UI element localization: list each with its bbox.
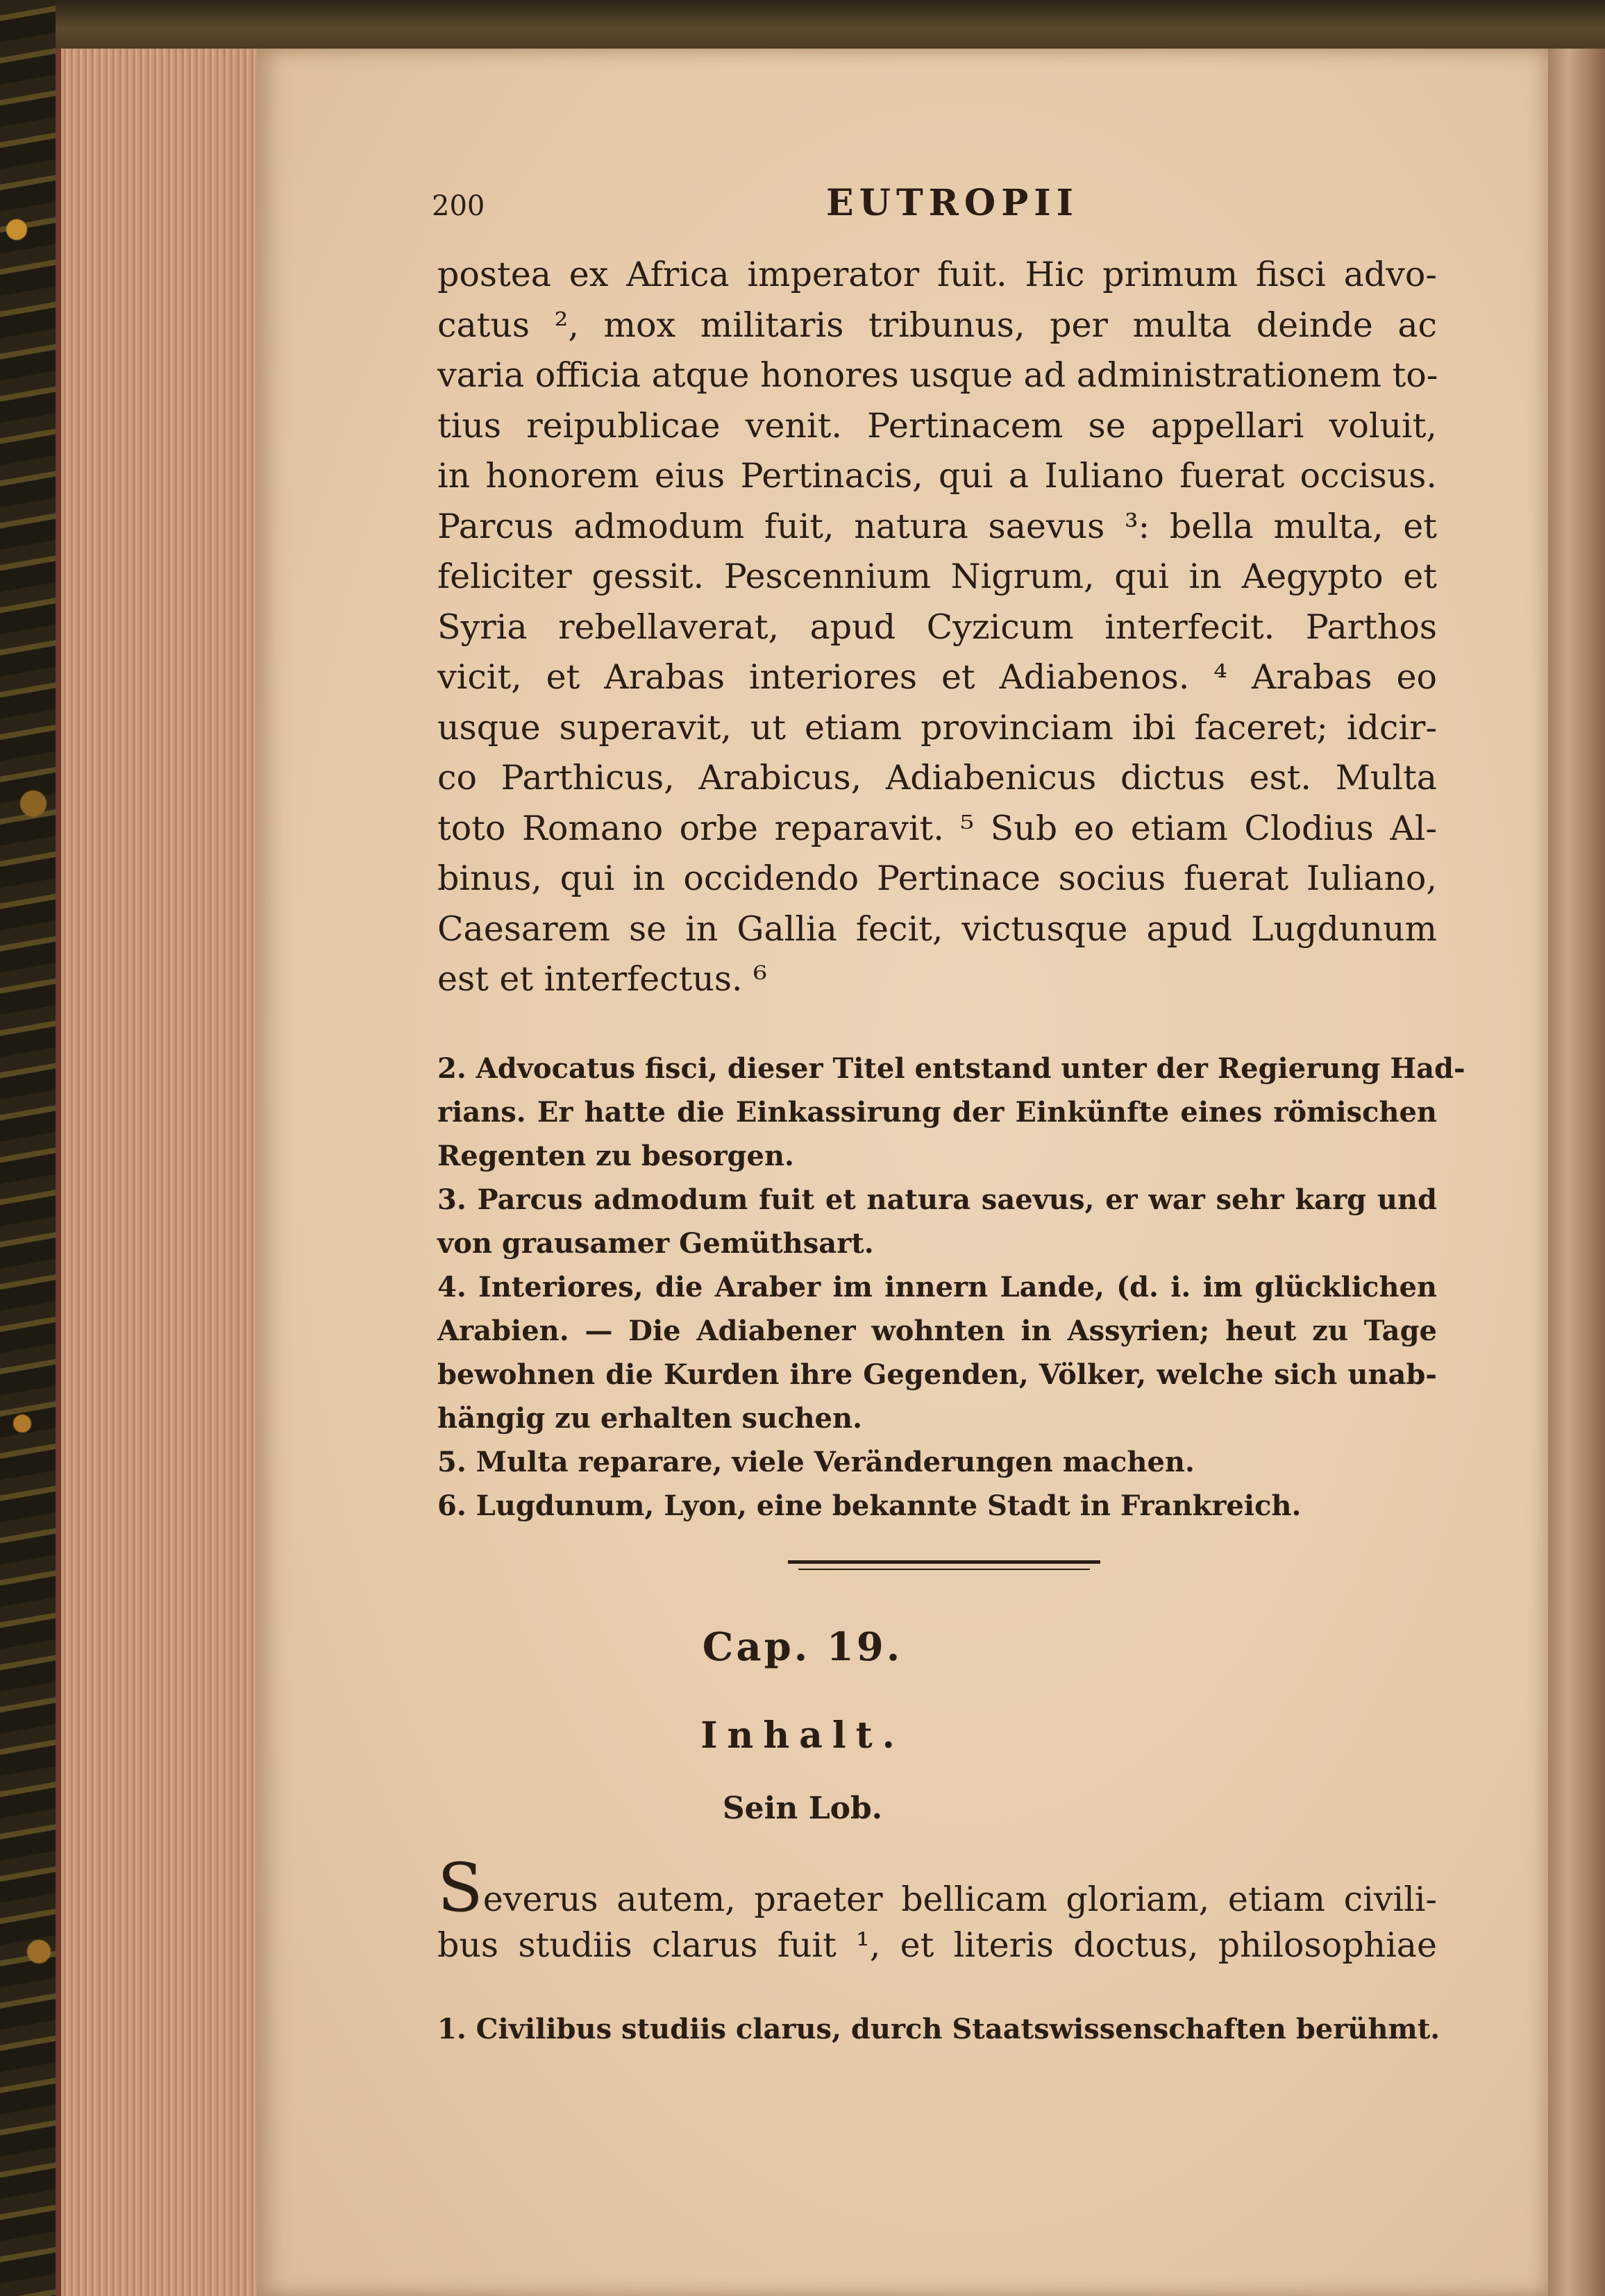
footnote-line: 2. Advocatus fisci, dieser Titel entstand unter der Regierung Had- bbox=[437, 1052, 1465, 1085]
text-line: feliciter gessit. Pescennium Nigrum, qui in Aegypto et bbox=[437, 557, 1437, 596]
text-line: Caesarem se in Gallia fecit, victusque apud Lugdunum bbox=[437, 909, 1437, 949]
text-line: binus, qui in occidendo Pertinace socius fuerat Iuliano, bbox=[437, 859, 1437, 898]
bottom-footnote: 1. Civilibus studiis clarus, durch Staatswissenschaften berühmt. bbox=[437, 2013, 1440, 2045]
main-latin-text bbox=[437, 250, 1437, 1005]
footnote-line: von grausamer Gemüthsart. bbox=[437, 1227, 874, 1260]
marbled-cover-edge bbox=[0, 0, 56, 2296]
text-line: vicit, et Arabas interiores et Adiabenos. ⁴ Arabas eo bbox=[437, 657, 1437, 697]
footnote-line: 3. Parcus admodum fuit et natura saevus, er war sehr karg und bbox=[437, 1183, 1437, 1216]
footnotes bbox=[437, 1047, 1465, 1528]
footnote-line: bewohnen die Kurden ihre Gegenden, Völker, welche sich unab- bbox=[437, 1358, 1437, 1391]
footnote-line: hängig zu erhalten suchen. bbox=[437, 1402, 863, 1435]
text-line: catus ², mox militaris tribunus, per multa deinde ac bbox=[437, 305, 1437, 345]
running-head: EUTROPII bbox=[826, 182, 1079, 224]
text-line: Syria rebellaverat, apud Cyzicum interfecit. Parthos bbox=[437, 607, 1437, 647]
chapter-first-line bbox=[437, 1849, 1437, 1927]
text-line: in honorem eius Pertinacis, qui a Iuliano fuerat occisus. bbox=[437, 456, 1437, 496]
text-line: toto Romano orbe reparavit. ⁵ Sub eo etiam Clodius Al- bbox=[437, 808, 1437, 848]
chapter-text bbox=[437, 1849, 1437, 1971]
section-divider bbox=[788, 1560, 1100, 1564]
text-line: postea ex Africa imperator fuit. Hic primum fisci advo- bbox=[437, 255, 1437, 294]
footnote-line: 4. Interiores, die Araber im innern Lande, (d. i. im glücklichen bbox=[437, 1271, 1437, 1303]
text-line: tius reipublicae venit. Pertinacem se appellari voluit, bbox=[437, 405, 1437, 446]
text-line: co Parthicus, Arabicus, Adiabenicus dictus est. Multa bbox=[437, 758, 1437, 797]
chapter-inhalt-heading: Inhalt. bbox=[700, 1714, 905, 1757]
footnote-line: Arabien. — Die Adiabener wohnten in Assyrien; heut zu Tage bbox=[437, 1315, 1437, 1347]
text-line: Parcus admodum fuit, natura saevus ³: bella multa, et bbox=[437, 506, 1437, 546]
page-edges bbox=[56, 49, 283, 2296]
footnote-line: 6. Lugdunum, Lyon, eine bekannte Stadt in Frankreich. bbox=[437, 1489, 1302, 1522]
text-line: usque superavit, ut etiam provinciam ibi faceret; idcir- bbox=[437, 707, 1437, 748]
chapter-title: Cap. 19. bbox=[702, 1624, 903, 1670]
page-number: 200 bbox=[432, 190, 485, 222]
footnote-line: rians. Er hatte die Einkassirung der Einkünfte eines römischen bbox=[437, 1096, 1437, 1129]
drop-cap: S bbox=[437, 1849, 483, 1927]
chapter-summary: Sein Lob. bbox=[722, 1791, 883, 1826]
section-divider-thin bbox=[798, 1569, 1090, 1570]
chapter-second-line: bus studiis clarus fuit ¹, et literis doctus, philosophiae bbox=[437, 1925, 1437, 1965]
first-line-text: everus autem, praeter bellicam gloriam, etiam civili- bbox=[482, 1880, 1437, 1919]
footnote-line: 5. Multa reparare, viele Veränderungen machen. bbox=[437, 1446, 1195, 1478]
book-spine-band bbox=[0, 0, 1605, 49]
text-line: est et interfectus. ⁶ bbox=[437, 959, 767, 999]
facing-page-edge bbox=[1545, 49, 1605, 2296]
text-line: varia officia atque honores usque ad administrationem to- bbox=[437, 355, 1438, 395]
footnote-line: Regenten zu besorgen. bbox=[437, 1140, 794, 1172]
